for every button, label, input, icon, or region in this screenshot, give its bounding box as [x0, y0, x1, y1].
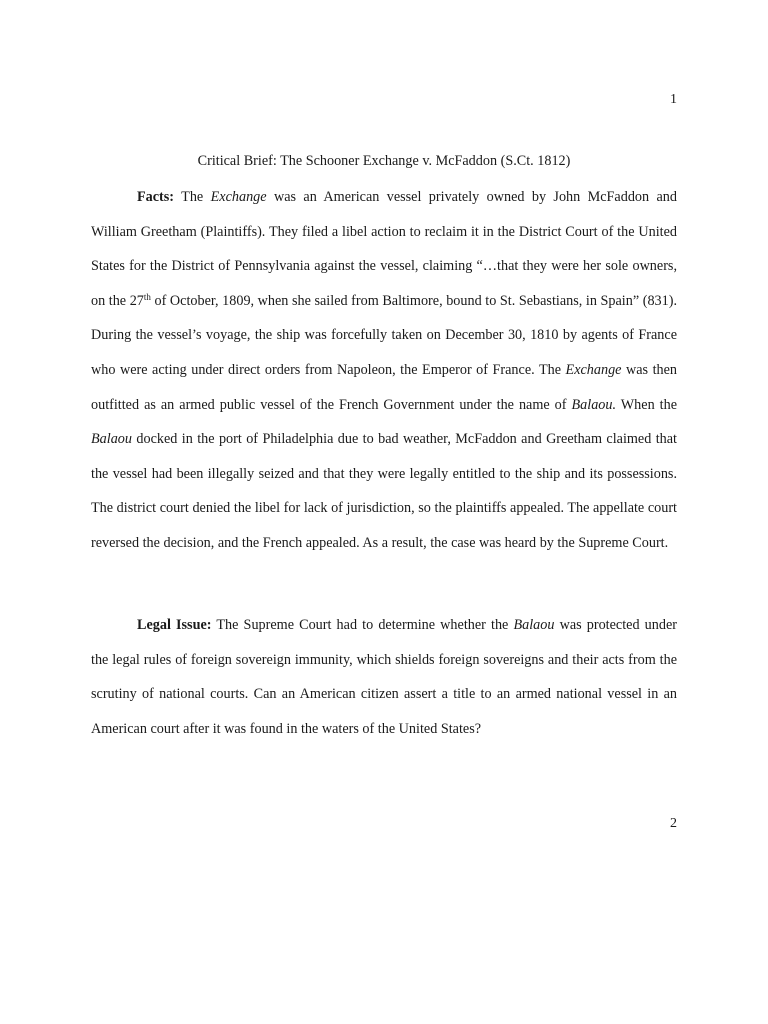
page-number-1: 1 — [670, 92, 677, 107]
vessel-name-exchange: Exchange — [565, 361, 622, 378]
vessel-name-balaou: Balaou. — [571, 396, 617, 413]
vessel-name-exchange: Exchange — [210, 189, 267, 205]
facts-text-3: of October, 1809, when she sailed from Baltimore, bound to St. Sebastians, in Spain” (831). During the vessel’s voyage, the ship was forcefully taken on December 30, 1810 by agents of France who were acting under direct orders from Napoleon, the Emperor of France. The — [91, 292, 677, 378]
facts-text-4: was then outfitted as an armed public vessel of the French Government under the name of — [91, 361, 678, 413]
facts-text-2: was an American vessel privately owned by John McFaddon and William Greetham (Plaintiffs). They filed a libel action to reclaim it in the District Court of the United States for the District of Pennsylvania against the vessel, claiming “…that they were her sole owners, on the 27 — [91, 189, 677, 309]
legal-issue-paragraph — [91, 608, 677, 746]
legal-issue-label: Legal Issue: — [137, 617, 212, 633]
vessel-name-balaou: Balaou — [513, 617, 555, 633]
legal-issue-text-2: was protected under the legal rules of foreign sovereign immunity, which shields foreign sovereigns and their acts from the scrutiny of national courts. Can an American citizen assert a title to an armed national vessel in an American court after it was found in the waters of the United States? — [91, 617, 677, 737]
facts-text-1: The — [174, 189, 211, 205]
facts-paragraph — [91, 180, 677, 561]
facts-text-6: docked in the port of Philadelphia due to bad weather, McFaddon and Greetham claimed that the vessel had been illegally seized and that they were legally entitled to the ship and its possessions. The district court denied the libel for lack of jurisdiction, so the plaintiffs appealed. The appellate court reversed the decision, and the French appealed. As a result, the case was heard by the Supreme Court. — [91, 431, 677, 551]
facts-label: Facts: — [137, 189, 175, 205]
legal-issue-section — [91, 608, 677, 746]
facts-section — [91, 180, 677, 561]
legal-issue-text-1: The Supreme Court had to determine whether the — [211, 617, 514, 633]
facts-text-5: When the — [616, 396, 677, 413]
document-title: Critical Brief: The Schooner Exchange v. McFaddon (S.Ct. 1812) — [197, 153, 571, 169]
vessel-name-balaou: Balaou — [91, 431, 132, 448]
page-number-2: 2 — [670, 816, 677, 831]
ordinal-suffix: th — [143, 291, 151, 302]
